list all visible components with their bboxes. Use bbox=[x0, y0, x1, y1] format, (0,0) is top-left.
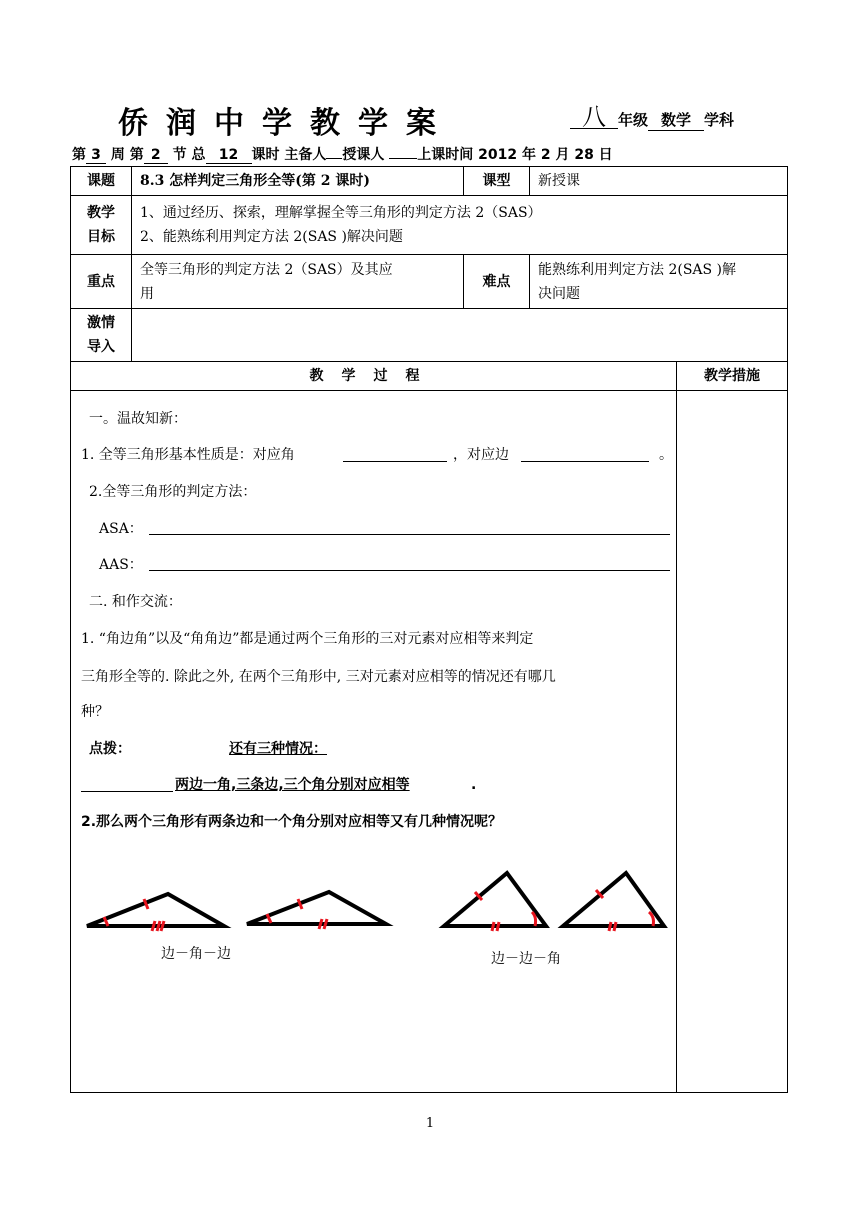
caption-sas: 边－角－边 bbox=[161, 946, 231, 962]
school-title: 侨润中学教学案 bbox=[118, 106, 454, 141]
total-value: 12 bbox=[206, 147, 252, 164]
info-text: 上课时间 2012 年 2 月 28 日 bbox=[417, 147, 613, 163]
process-header: 教学过程 bbox=[71, 362, 677, 391]
paragraph-line-3: 种？ bbox=[81, 704, 109, 720]
hint-period: . bbox=[471, 777, 477, 793]
grade-subject bbox=[570, 103, 735, 131]
difficulty-label: 难点 bbox=[464, 255, 530, 309]
teacher-blank bbox=[389, 158, 417, 159]
triangle-figures bbox=[71, 391, 677, 1092]
lesson-value: 2 bbox=[144, 147, 168, 164]
week-value: 3 bbox=[86, 147, 106, 164]
info-text: 授课人 bbox=[342, 147, 385, 163]
key-label: 重点 bbox=[71, 255, 132, 309]
info-text: 第 bbox=[72, 147, 86, 163]
measures-header: 教学措施 bbox=[677, 362, 788, 391]
process-content bbox=[71, 391, 677, 1093]
measures-content bbox=[677, 391, 788, 1093]
type-value: 新授课 bbox=[530, 167, 788, 196]
q1-text-b: ，对应边 bbox=[453, 447, 509, 463]
asa-label: ASA： bbox=[99, 521, 143, 537]
question-3: 2.那么两个三角形有两条边和一个角分别对应相等又有几种情况呢？ bbox=[81, 814, 503, 830]
topic-value: 8.3 怎样判定三角形全等(第 2 课时) bbox=[132, 167, 464, 196]
goal-2: 2、能熟练利用判定方法 2(SAS )解决问题 bbox=[140, 229, 403, 245]
paragraph-line-2: 三角形全等的. 除此之外, 在两个三角形中, 三对元素对应相等的情况还有哪几 bbox=[81, 669, 556, 685]
subject-value: 数学 bbox=[648, 109, 704, 131]
section-exchange: 二. 和作交流： bbox=[89, 594, 182, 610]
topic-label: 课题 bbox=[71, 167, 132, 196]
q2-text: 2.全等三角形的判定方法： bbox=[89, 484, 257, 500]
hint-text: 还有三种情况： bbox=[229, 741, 327, 757]
goal-1: 1、通过经历、探索，理解掌握全等三角形的判定方法 2（SAS） bbox=[140, 205, 542, 221]
subject-suffix: 学科 bbox=[704, 111, 735, 129]
goal-label: 教学 目标 bbox=[71, 196, 132, 255]
grade-suffix: 年级 bbox=[618, 111, 649, 129]
intro-label: 激情 导入 bbox=[71, 309, 132, 362]
goal-content bbox=[132, 196, 788, 255]
grade-value: 八 bbox=[570, 106, 618, 129]
info-text: 节 总 bbox=[172, 147, 206, 163]
section-review: 一。温故知新： bbox=[89, 411, 187, 427]
aas-label: AAS： bbox=[99, 557, 143, 573]
preparer-blank bbox=[326, 158, 342, 159]
q1-text-a: 1. 全等三角形基本性质是：对应角 bbox=[81, 447, 295, 463]
triangle-ssa-1 bbox=[444, 873, 546, 926]
caption-ssa: 边－边－角 bbox=[491, 951, 561, 967]
key-content: 全等三角形的判定方法 2（SAS）及其应 用 bbox=[132, 255, 464, 309]
triangle-ssa-2 bbox=[563, 873, 664, 926]
hint-label: 点拨： bbox=[89, 741, 131, 757]
page-title bbox=[0, 98, 860, 141]
intro-content bbox=[132, 309, 788, 362]
q1-text-c: 。 bbox=[659, 447, 673, 463]
page-number: 1 bbox=[425, 1116, 435, 1131]
type-label: 课型 bbox=[464, 167, 530, 196]
hint-answer: 两边一角,三条边,三个角分别对应相等 bbox=[175, 777, 410, 793]
difficulty-content: 能熟练利用判定方法 2(SAS )解 决问题 bbox=[530, 255, 788, 309]
info-text: 课时 主备人 bbox=[251, 147, 327, 163]
lesson-info-line bbox=[72, 144, 613, 164]
info-text: 周 第 bbox=[110, 147, 144, 163]
lesson-table bbox=[70, 166, 788, 1093]
paragraph-line-1: 1. “角边角”以及“角角边”都是通过两个三角形的三对元素对应相等来判定 bbox=[81, 631, 534, 647]
